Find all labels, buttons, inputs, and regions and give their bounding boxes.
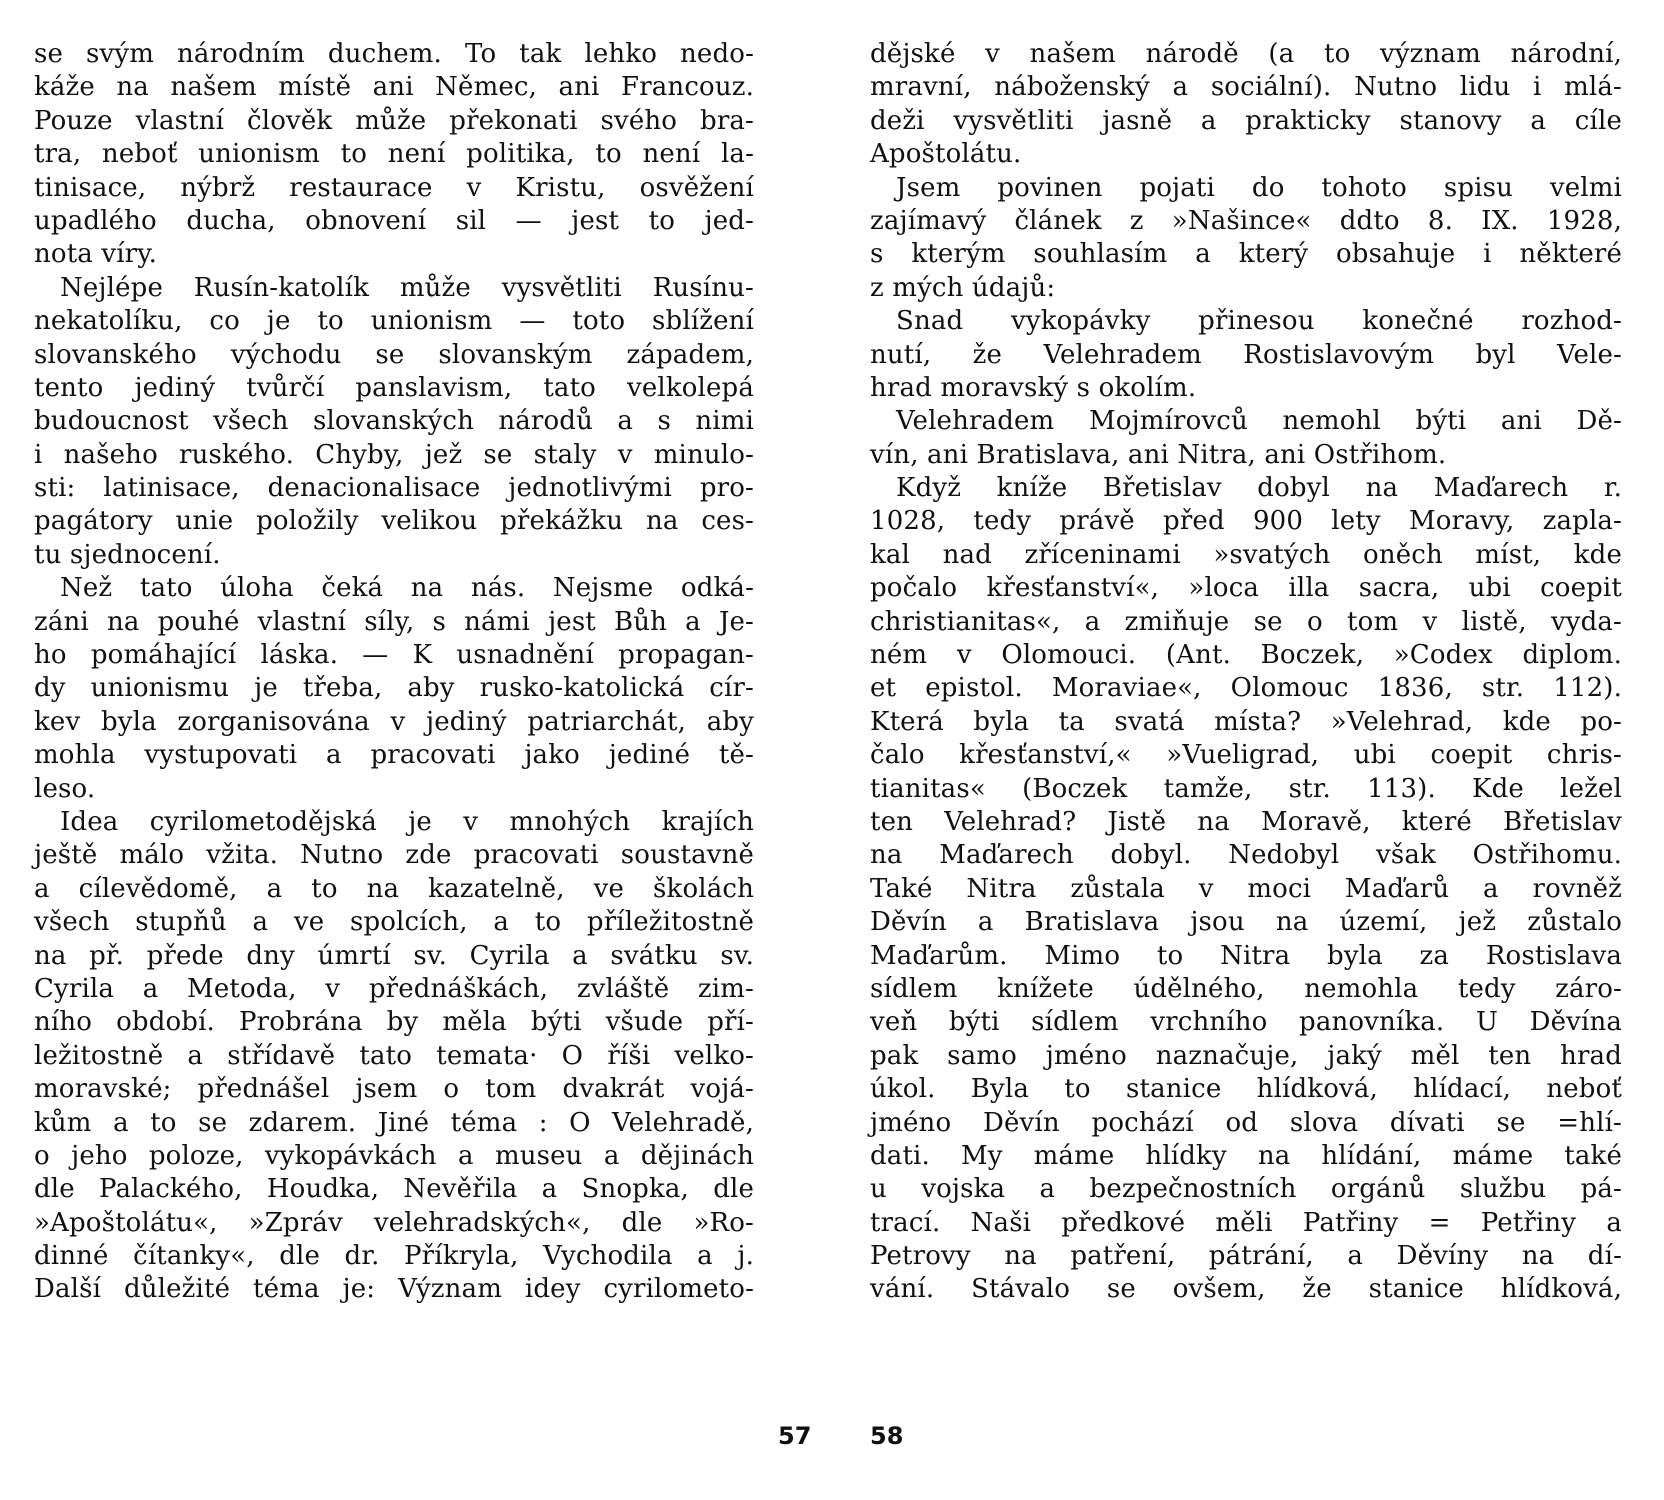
text-line: kev byla zorganisována v jediný patriarchát, aby bbox=[34, 706, 754, 737]
text-line: všech stupňů a ve spolcích, a to příležitostně bbox=[34, 907, 754, 938]
text-line: veň býti sídlem vrchního panovníka. U Děvína bbox=[870, 1007, 1622, 1038]
text-line: Nejlépe Rusín-katolík může vysvětliti Rusínu- bbox=[60, 272, 754, 303]
text-line: ležitostně a střídavě tato temata· O říši velko- bbox=[34, 1040, 754, 1071]
text-line: nutí, že Velehradem Rostislavovým byl Vele- bbox=[870, 339, 1622, 370]
text-line: Idea cyrilometodějská je v mnohých krajích bbox=[60, 806, 754, 837]
text-line: budoucnost všech slovanských národů a s nimi bbox=[34, 406, 754, 437]
text-line: Děvín a Bratislava jsou na území, jež zůstalo bbox=[870, 907, 1622, 938]
text-line: i našeho ruského. Chyby, jež se staly v minulo- bbox=[34, 439, 754, 470]
text-line: o jeho poloze, vykopávkách a museu a dějinách bbox=[34, 1140, 754, 1171]
text-line: 1028, tedy právě před 900 lety Moravy, zapla- bbox=[870, 506, 1622, 537]
page-number-right: 58 bbox=[870, 1422, 904, 1450]
text-line: sídlem knížete údělného, nemohla tedy záro- bbox=[870, 973, 1622, 1004]
text-line: Pouze vlastní člověk může překonati svého bra- bbox=[34, 105, 754, 136]
text-line: dějské v našem národě (a to význam národní, bbox=[870, 39, 1622, 69]
text-line: mravní, náboženský a sociální). Nutno lidu i mlá- bbox=[870, 72, 1622, 103]
text-line: ho pomáhající láska. — K usnadnění propagan- bbox=[34, 640, 754, 671]
text-line: et epistol. Moraviae«, Olomouc 1836, str. 112). bbox=[870, 673, 1622, 704]
text-line: záni na pouhé vlastní síly, s námi jest Bůh a Je- bbox=[34, 606, 754, 637]
text-line: dle Palackého, Houdka, Nevěřila a Snopka, dle bbox=[34, 1174, 754, 1205]
text-line: trací. Naši předkové měli Patřiny = Petřiny a bbox=[870, 1207, 1622, 1238]
text-line: Také Nitra zůstala v moci Maďarů a rovněž bbox=[870, 873, 1622, 904]
text-line: zajímavý článek z »Našince« ddto 8. IX. 1928, bbox=[870, 205, 1622, 236]
text-line: vín, ani Bratislava, ani Nitra, ani Ostřihom. bbox=[870, 439, 1447, 470]
text-line: vání. Stávalo se ovšem, že stanice hlídková, bbox=[870, 1274, 1622, 1305]
text-line: kům a to se zdarem. Jiné téma : O Velehradě, bbox=[34, 1107, 754, 1138]
right-page-text bbox=[870, 38, 1622, 1307]
text-line: tianitas« (Boczek tamže, str. 113). Kde ležel bbox=[870, 773, 1622, 804]
text-line: na př. přede dny úmrtí sv. Cyrila a svátku sv. bbox=[34, 940, 754, 971]
text-line: se svým národním duchem. To tak lehko nedo- bbox=[34, 39, 754, 69]
text-line: Další důležité téma je: Význam idey cyrilometo- bbox=[34, 1274, 754, 1305]
text-line: dy unionismu je třeba, aby rusko-katolická cír- bbox=[34, 673, 754, 704]
text-line: ního období. Probrána by měla býti všude pří- bbox=[34, 1007, 754, 1038]
text-line: káže na našem místě ani Němec, ani Francouz. bbox=[34, 72, 754, 103]
text-line: ten Velehrad? Jistě na Moravě, které Břetislav bbox=[870, 806, 1622, 837]
text-line: s kterým souhlasím a který obsahuje i některé bbox=[870, 239, 1622, 270]
text-line: hrad moravský s okolím. bbox=[870, 372, 1197, 403]
text-line: a cílevědomě, a to na kazatelně, ve školách bbox=[34, 873, 754, 904]
text-line: Která byla ta svatá místa? »Velehrad, kde po- bbox=[870, 706, 1622, 737]
text-line: Než tato úloha čeká na nás. Nejsme odká- bbox=[60, 573, 754, 604]
left-page-text bbox=[34, 38, 754, 1307]
text-line: slovanského východu se slovanským západem, bbox=[34, 339, 754, 370]
text-line: nekatolíku, co je to unionism — toto sblížení bbox=[34, 306, 754, 337]
text-line: Apoštolátu. bbox=[870, 139, 1022, 170]
page-number-left: 57 bbox=[778, 1422, 812, 1450]
text-line: tento jediný tvůrčí panslavism, tato velkolepá bbox=[34, 372, 754, 403]
text-line: pak samo jméno naznačuje, jaký měl ten hrad bbox=[870, 1040, 1622, 1071]
text-line: tinisace, nýbrž restaurace v Kristu, osvěžení bbox=[34, 172, 754, 203]
text-line: čalo křesťanství,« »Vueligrad, ubi coepit chris- bbox=[870, 740, 1622, 771]
text-line: kal nad zříceninami »svatých oněch míst, kde bbox=[870, 539, 1622, 570]
text-line: tu sjednocení. bbox=[34, 539, 221, 570]
text-line: Cyrila a Metoda, v přednáškách, zvláště zim- bbox=[34, 973, 754, 1004]
text-line: jméno Děvín pochází od slova dívati se =hlí- bbox=[870, 1107, 1622, 1138]
text-line: moravské; přednášel jsem o tom dvakrát vojá- bbox=[34, 1074, 754, 1105]
text-line: z mých údajů: bbox=[870, 272, 1056, 303]
text-line: Petrovy na patření, pátrání, a Děvíny na dí- bbox=[870, 1241, 1622, 1272]
text-line: nota víry. bbox=[34, 239, 158, 270]
text-line: tra, neboť unionism to není politika, to není la- bbox=[34, 139, 754, 170]
text-line: ještě málo vžita. Nutno zde pracovati soustavně bbox=[34, 840, 754, 871]
text-line: dati. My máme hlídky na hlídání, máme také bbox=[870, 1140, 1622, 1171]
text-line: »Apoštolátu«, »Zpráv velehradských«, dle »Ro- bbox=[34, 1207, 754, 1238]
text-line: sti: latinisace, denacionalisace jednotlivými pro- bbox=[34, 473, 754, 504]
text-line: u vojska a bezpečnostních orgánů službu pá- bbox=[870, 1174, 1622, 1205]
text-line: pagátory unie položily velikou překážku na ces- bbox=[34, 506, 754, 537]
text-line: Maďarům. Mimo to Nitra byla za Rostislava bbox=[870, 940, 1622, 971]
text-line: leso. bbox=[34, 773, 96, 804]
text-line: christianitas«, a zmiňuje se o tom v listě, vyda- bbox=[870, 606, 1622, 637]
text-line: mohla vystupovati a pracovati jako jediné tě- bbox=[34, 740, 754, 771]
text-line: ném v Olomouci. (Ant. Boczek, »Codex diplom. bbox=[870, 640, 1622, 671]
text-line: na Maďarech dobyl. Nedobyl však Ostřihomu. bbox=[870, 840, 1622, 871]
text-line: deži vysvětliti jasně a prakticky stanovy a cíle bbox=[870, 105, 1622, 136]
text-line: Když kníže Břetislav dobyl na Maďarech r. bbox=[896, 473, 1622, 504]
text-line: dinné čítanky«, dle dr. Příkryla, Vychodila a j. bbox=[34, 1241, 754, 1272]
text-line: upadlého ducha, obnovení sil — jest to jed- bbox=[34, 205, 754, 236]
text-line: Snad vykopávky přinesou konečné rozhod- bbox=[896, 306, 1622, 337]
text-line: Jsem povinen pojati do tohoto spisu velmi bbox=[896, 172, 1622, 203]
text-line: úkol. Byla to stanice hlídková, hlídací, neboť bbox=[870, 1074, 1622, 1105]
text-line: Velehradem Mojmírovců nemohl býti ani Dě- bbox=[896, 406, 1622, 437]
text-line: počalo křesťanství«, »loca illa sacra, ubi coepit bbox=[870, 573, 1622, 604]
